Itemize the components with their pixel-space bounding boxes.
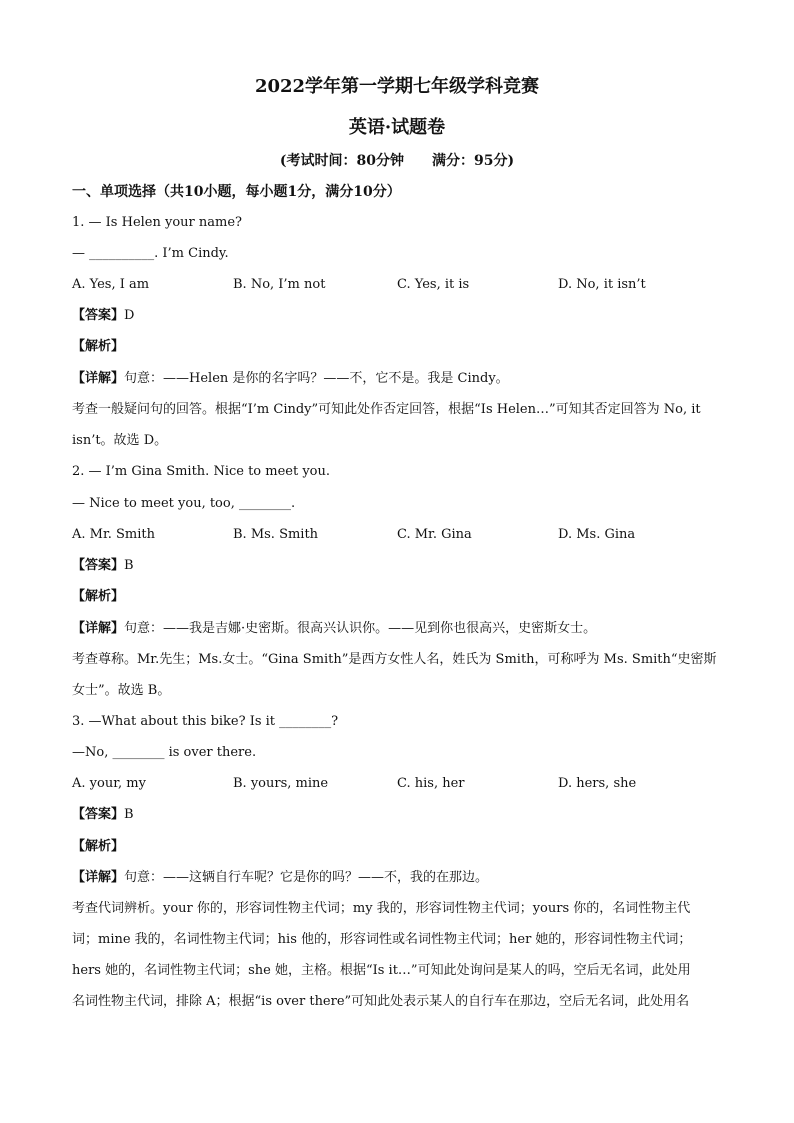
question-1-reply: — __________. I’m Cindy. [72,246,229,261]
q1-explain-line: 考查一般疑问句的回答。根据“I’m Cindy”可知此处作否定回答，根据“Is Helen…”可知其否定回答为 No, it [72,402,701,417]
q1-detail: 【详解】句意：——Helen 是你的名字吗？——不，它不是。我是 Cindy。 [72,371,509,386]
q1-explain-line: isn’t。故选 D。 [72,433,168,448]
q2-option-c: C. Mr. Gina [397,527,472,542]
q2-analysis-tag: 【解析】 [72,589,125,604]
q2-explain-line: 女士”。故选 B。 [72,683,171,698]
q2-detail: 【详解】句意：——我是吉娜·史密斯。很高兴认识你。——见到你也很高兴，史密斯女士。 [72,621,597,636]
q3-explain-line: 词；mine 我的，名词性物主代词；his 他的，形容词性或名词性物主代词；her 她的，形容词性物主代词； [72,932,692,947]
exam-title: 2022学年第一学期七年级学科竞赛 [254,76,540,97]
q3-answer: 【答案】B [72,807,134,822]
q1-option-c: C. Yes, it is [397,277,470,292]
q3-explain-line: 名词性物主代词，排除 A；根据“is over there”可知此处表示某人的自行车在那边，空后无名词，此处用名 [72,994,690,1009]
q3-explain-line: 考查代词辨析。your 你的，形容词性物主代词；my 我的，形容词性物主代词；yours 你的，名词性物主代 [72,901,691,916]
q1-option-a: A. Yes, I am [72,277,150,292]
question-2: 2. — I’m Gina Smith. Nice to meet you. [72,464,331,479]
question-2-reply: — Nice to meet you, too, ________. [72,496,296,511]
q3-analysis-tag: 【解析】 [72,839,125,854]
q3-option-a: A. your, my [72,776,146,791]
exam-info [0,150,794,170]
exam-time: (考试时间：80分钟 [279,153,404,169]
question-3: 3. —What about this bike? Is it ________? [72,714,339,729]
q1-answer: 【答案】D [72,308,135,323]
q2-answer: 【答案】B [72,558,134,573]
q3-detail: 【详解】句意：——这辆自行车呢？它是你的吗？——不，我的在那边。 [72,870,489,885]
q3-option-d: D. hers, she [558,776,637,791]
q2-option-d: D. Ms. Gina [558,527,636,542]
section-heading: 一、单项选择（共10小题，每小题1分，满分10分） [72,184,401,200]
q1-option-d: D. No, it isn’t [558,277,646,292]
q3-option-c: C. his, her [397,776,465,791]
q2-option-a: A. Mr. Smith [72,527,156,542]
question-1: 1. — Is Helen your name? [72,215,242,230]
q1-analysis-tag: 【解析】 [72,339,125,354]
q3-option-b: B. yours, mine [233,776,329,791]
q2-option-b: B. Ms. Smith [233,527,319,542]
q2-explain-line: 考查尊称。Mr.先生；Ms.女士。“Gina Smith”是西方女性人名，姓氏为 Smith，可称呼为 Ms. Smith“史密斯 [72,652,717,667]
exam-full-score: 满分：95分) [432,153,515,169]
exam-subtitle: 英语·试题卷 [348,117,446,138]
question-3-reply: —No, ________ is over there. [72,745,257,760]
q1-option-b: B. No, I’m not [233,277,326,292]
q3-explain-line: hers 她的，名词性物主代词；she 她，主格。根据“Is it…”可知此处询问是某人的吗，空后无名词，此处用 [72,963,691,978]
